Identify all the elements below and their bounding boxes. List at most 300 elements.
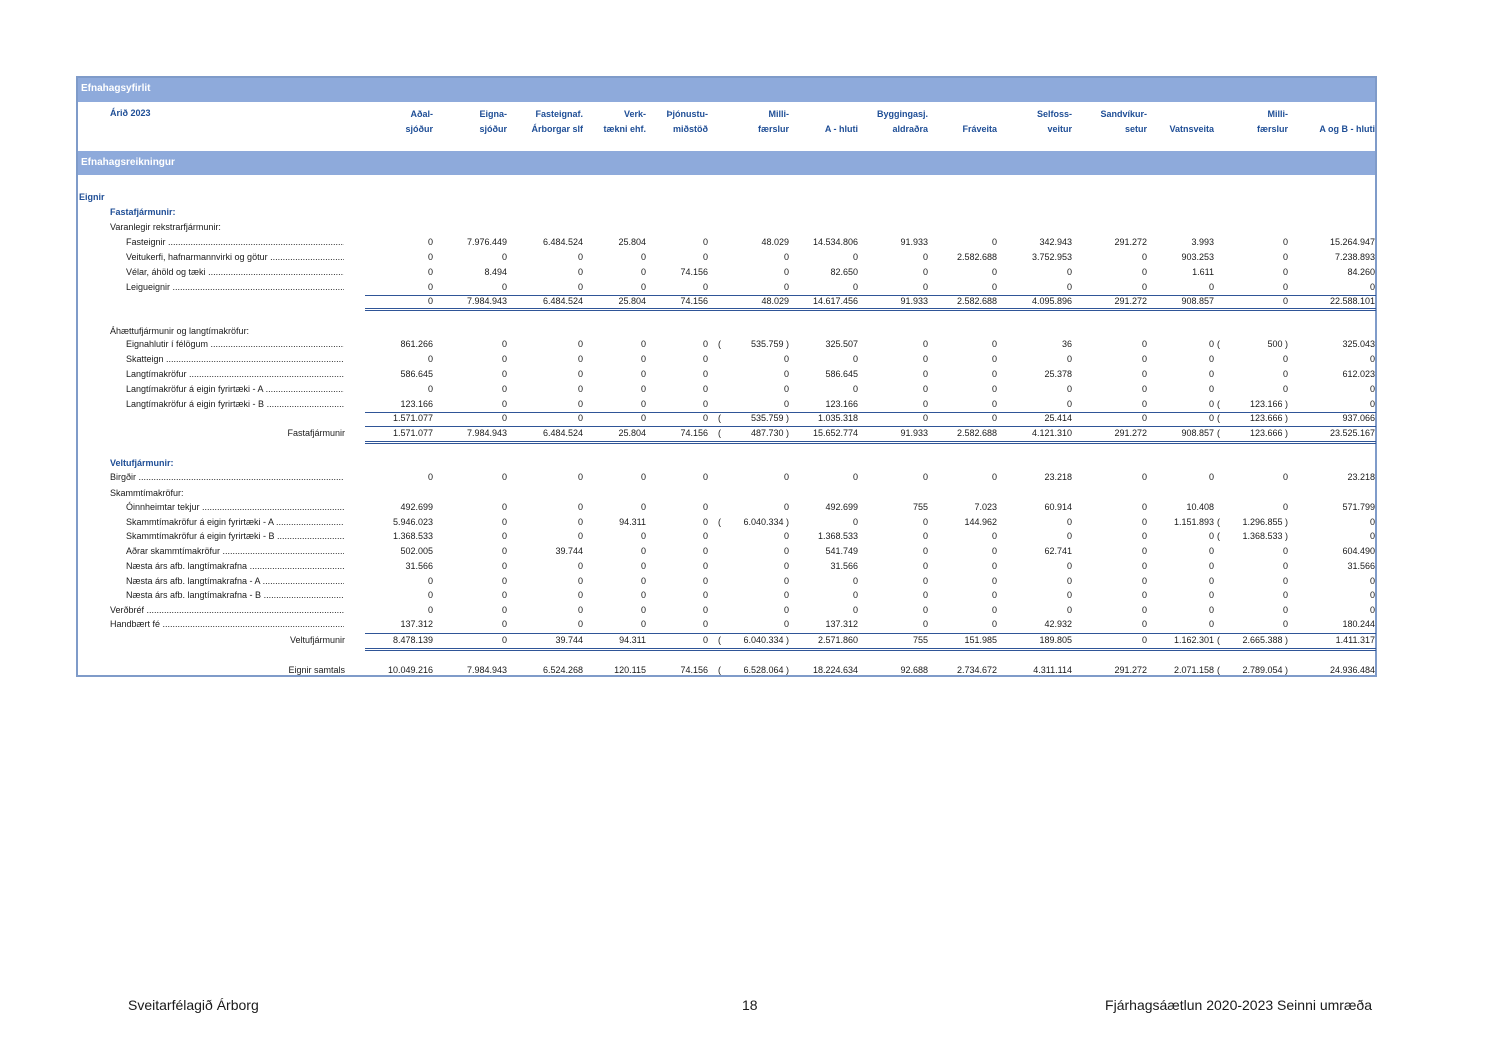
row-label: Eignahlutir í félögum .....	[126, 337, 344, 352]
column-header	[793, 107, 858, 137]
column-header	[858, 107, 928, 137]
cell-value: 0	[783, 531, 789, 541]
heading-row	[78, 486, 1379, 501]
cell-value: 861.266	[400, 339, 433, 349]
cell-value: 0	[1066, 517, 1072, 527]
cell-value: 0	[1282, 502, 1288, 512]
cell-value: 0	[783, 369, 789, 379]
cell-value: 6.528.064 )	[743, 665, 789, 675]
cell-value: 0	[1208, 384, 1214, 394]
heading-veltufjarmunir: Veltufjármunir:	[110, 458, 174, 468]
cell-value: 755	[912, 502, 928, 512]
row-label: Skammtímakröfur á eigin fyrirtæki - A .....	[126, 515, 344, 530]
table-row	[78, 367, 1379, 382]
cell-value: 0	[640, 502, 646, 512]
cell-value: 0	[922, 354, 928, 364]
cell-value: 14.534.806	[812, 237, 858, 247]
cell-value: 84.260	[1347, 267, 1375, 277]
column-header	[718, 107, 789, 137]
cell-value: 0	[577, 531, 583, 541]
column-header-line1: Selfoss-	[1036, 109, 1072, 119]
cell-value: 25.378	[1044, 369, 1072, 379]
column-header-line1: Aðal-	[410, 109, 433, 119]
cell-value: 0	[852, 384, 858, 394]
cell-value: 4.121.310	[1031, 428, 1072, 438]
cell-value: 0	[1141, 252, 1147, 262]
cell-value: 0	[1066, 399, 1072, 409]
cell-value: 0	[702, 413, 708, 423]
cell-value: 0	[783, 561, 789, 571]
cell-value: 0	[922, 517, 928, 527]
cell-value: 0	[1282, 354, 1288, 364]
negative-paren: (	[1217, 635, 1220, 645]
column-header-line1: Þjónustu-	[666, 109, 708, 119]
cell-value: 2.734.672	[956, 665, 997, 675]
cell-value: 0	[501, 413, 507, 423]
cell-value: 0	[1141, 354, 1147, 364]
column-header-line1: Milli-	[768, 109, 789, 119]
cell-value: 0	[501, 399, 507, 409]
cell-value: 0	[991, 619, 997, 629]
cell-value: 0	[922, 619, 928, 629]
cell-value: 0	[991, 399, 997, 409]
cell-value: 0	[1208, 576, 1214, 586]
cell-value: 0	[1282, 590, 1288, 600]
cell-value: 0	[1208, 282, 1214, 292]
cell-value: 0	[577, 619, 583, 629]
negative-paren: (	[1217, 428, 1220, 438]
cell-value: 31.566	[405, 561, 433, 571]
cell-value: 0	[1369, 605, 1375, 615]
cell-value: 500 )	[1267, 339, 1288, 349]
cell-value: 92.688	[900, 665, 928, 675]
row-label: Skatteign .....	[126, 352, 344, 367]
cell-value: 0	[1066, 354, 1072, 364]
heading-eignir: Eignir	[79, 192, 105, 202]
cell-value: 10.049.216	[387, 665, 433, 675]
column-header-line1: Byggingasj.	[876, 109, 928, 119]
cell-value: 10.408	[1186, 502, 1214, 512]
cell-value: 1.571.077	[392, 413, 433, 423]
cell-value: 492.699	[400, 502, 433, 512]
column-header-line1: Sandvíkur-	[1100, 109, 1147, 119]
cell-value: 535.759 )	[750, 339, 789, 349]
cell-value: 0	[1369, 354, 1375, 364]
cell-value: 0	[1066, 576, 1072, 586]
cell-value: 6.484.524	[542, 296, 583, 306]
subtotal-line	[365, 412, 1376, 413]
cell-value: 1.368.533	[392, 531, 433, 541]
table-row	[78, 470, 1379, 485]
cell-value: 0	[991, 267, 997, 277]
cell-value: 586.645	[825, 369, 858, 379]
cell-value: 0	[702, 635, 708, 645]
row-label: Fastafjármunir	[287, 428, 345, 438]
row-label: Næsta árs afb. langtímakrafna - A .....	[126, 574, 344, 589]
cell-value: 6.484.524	[542, 428, 583, 438]
cell-value: 0	[1208, 413, 1214, 423]
cell-value: 123.666 )	[1249, 428, 1288, 438]
cell-value: 0	[1282, 605, 1288, 615]
table-row	[78, 500, 1379, 515]
cell-value: 0	[1141, 472, 1147, 482]
cell-value: 0	[922, 561, 928, 571]
cell-value: 0	[577, 561, 583, 571]
cell-value: 0	[1141, 399, 1147, 409]
cell-value: 0	[640, 590, 646, 600]
cell-value: 2.582.688	[956, 296, 997, 306]
cell-value: 14.617.456	[812, 296, 858, 306]
cell-value: 0	[1369, 399, 1375, 409]
cell-value: 151.985	[964, 635, 997, 645]
row-label: Næsta árs afb. langtímakrafna - B .....	[126, 588, 344, 603]
cell-value: 0	[501, 282, 507, 292]
cell-value: 94.311	[619, 517, 646, 527]
cell-value: 0	[783, 590, 789, 600]
subtotal-line	[365, 295, 1376, 296]
cell-value: 0	[1141, 561, 1147, 571]
cell-value: 23.218	[1044, 472, 1072, 482]
cell-value: 0	[577, 369, 583, 379]
column-header-line1	[1303, 107, 1375, 122]
column-header-line1: Verk-	[623, 109, 646, 119]
cell-value: 0	[427, 267, 433, 277]
cell-value: 0	[852, 605, 858, 615]
cell-value: 7.984.943	[466, 428, 507, 438]
cell-value: 0	[640, 605, 646, 615]
cell-value: 487.730 )	[750, 428, 789, 438]
cell-value: 0	[852, 576, 858, 586]
cell-value: 1.368.533 )	[1242, 531, 1288, 541]
cell-value: 8.478.139	[392, 635, 433, 645]
cell-value: 0	[783, 546, 789, 556]
table-row	[78, 617, 1379, 632]
cell-value: 0	[922, 546, 928, 556]
cell-value: 586.645	[400, 369, 433, 379]
cell-value: 0	[852, 282, 858, 292]
total-row	[78, 411, 1379, 426]
footer-page-number: 18	[742, 997, 758, 1013]
cell-value: 0	[702, 531, 708, 541]
cell-value: 0	[702, 369, 708, 379]
cell-value: 2.582.688	[956, 428, 997, 438]
cell-value: 0	[1141, 339, 1147, 349]
cell-value: 0	[1282, 252, 1288, 262]
table-row	[78, 280, 1379, 295]
cell-value: 0	[922, 399, 928, 409]
table-row	[78, 265, 1379, 280]
cell-value: 7.984.943	[466, 296, 507, 306]
cell-value: 0	[702, 399, 708, 409]
cell-value: 0	[1282, 546, 1288, 556]
total-line	[365, 441, 1376, 444]
cell-value: 0	[1282, 576, 1288, 586]
footer-document-title: Fjárhagsáætlun 2020-2023 Seinni umræða	[1105, 997, 1372, 1013]
cell-value: 0	[427, 590, 433, 600]
cell-value: 0	[1208, 546, 1214, 556]
cell-value: 0	[1282, 561, 1288, 571]
table-row	[78, 574, 1379, 589]
cell-value: 6.040.334 )	[743, 635, 789, 645]
heading-skammtima: Skammtímakröfur:	[110, 488, 184, 498]
row-label: Aðrar skammtímakröfur .....	[126, 544, 344, 559]
cell-value: 0	[577, 267, 583, 277]
cell-value: 0	[922, 472, 928, 482]
cell-value: 0	[922, 282, 928, 292]
cell-value: 0	[922, 369, 928, 379]
cell-value: 0	[783, 619, 789, 629]
cell-value: 48.029	[761, 237, 789, 247]
cell-value: 502.005	[400, 546, 433, 556]
cell-value: 0	[577, 384, 583, 394]
cell-value: 0	[640, 384, 646, 394]
cell-value: 0	[501, 531, 507, 541]
cell-value: 0	[577, 354, 583, 364]
cell-value: 0	[702, 502, 708, 512]
table-row	[78, 397, 1379, 412]
cell-value: 0	[501, 590, 507, 600]
column-header-line2: setur	[1124, 124, 1147, 134]
cell-value: 0	[702, 590, 708, 600]
cell-value: 0	[501, 635, 507, 645]
table-row	[78, 588, 1379, 603]
cell-value: 0	[1208, 619, 1214, 629]
cell-value: 0	[1208, 561, 1214, 571]
heading-row	[78, 220, 1379, 235]
cell-value: 0	[640, 354, 646, 364]
cell-value: 0	[1141, 635, 1147, 645]
title-band: Efnahagsyfirlit	[78, 78, 1375, 102]
cell-value: 0	[501, 369, 507, 379]
subtotal-line	[365, 633, 1376, 634]
column-header	[1078, 107, 1147, 137]
cell-value: 0	[501, 339, 507, 349]
cell-value: 3.993	[1191, 237, 1214, 247]
cell-value: 0	[427, 237, 433, 247]
cell-value: 25.804	[618, 428, 646, 438]
cell-value: 0	[1282, 237, 1288, 247]
table-row	[78, 235, 1379, 250]
cell-value: 1.296.855 )	[1242, 517, 1288, 527]
cell-value: 8.494	[484, 267, 507, 277]
cell-value: 0	[783, 605, 789, 615]
column-header-line2: A og B - hluti	[1319, 124, 1375, 134]
column-header-line1	[928, 107, 997, 122]
cell-value: 0	[1282, 267, 1288, 277]
cell-value: 937.066	[1342, 413, 1375, 423]
cell-value: 4.311.114	[1033, 665, 1072, 675]
cell-value: 144.962	[964, 517, 997, 527]
cell-value: 0	[783, 384, 789, 394]
cell-value: 23.218	[1347, 472, 1375, 482]
cell-value: 74.156	[680, 296, 708, 306]
cell-value: 0	[1066, 282, 1072, 292]
cell-value: 0	[1141, 267, 1147, 277]
cell-value: 908.857	[1181, 428, 1214, 438]
cell-value: 325.507	[825, 339, 858, 349]
cell-value: 62.741	[1044, 546, 1072, 556]
cell-value: 0	[991, 546, 997, 556]
cell-value: 0	[427, 472, 433, 482]
cell-value: 0	[1282, 296, 1288, 306]
cell-value: 25.414	[1044, 413, 1072, 423]
cell-value: 0	[1141, 517, 1147, 527]
page-footer	[0, 997, 1500, 1017]
cell-value: 39.744	[555, 546, 583, 556]
heading-ahaettu: Áhættufjármunir og langtímakröfur:	[110, 326, 250, 336]
year-label: Árið 2023	[110, 108, 151, 118]
cell-value: 0	[1208, 399, 1214, 409]
cell-value: 0	[783, 282, 789, 292]
cell-value: 24.936.484	[1329, 665, 1375, 675]
column-header-line1: Milli-	[1267, 109, 1288, 119]
cell-value: 0	[922, 384, 928, 394]
negative-paren: (	[1217, 399, 1220, 409]
cell-value: 180.244	[1342, 619, 1375, 629]
cell-value: 0	[1141, 590, 1147, 600]
cell-value: 0	[991, 605, 997, 615]
cell-value: 0	[852, 472, 858, 482]
row-label: Langtímakröfur .....	[126, 367, 344, 382]
cell-value: 0	[640, 369, 646, 379]
negative-paren: (	[718, 428, 721, 438]
cell-value: 0	[1141, 619, 1147, 629]
column-header-line1: Fasteignaf.	[535, 109, 583, 119]
cell-value: 123.166	[400, 399, 433, 409]
column-header-line2: Fráveita	[962, 124, 997, 134]
cell-value: 0	[991, 354, 997, 364]
table-row	[78, 382, 1379, 397]
row-label: Veltufjármunir	[289, 635, 345, 645]
column-header-line2: færslur	[1256, 124, 1288, 134]
cell-value: 0	[702, 605, 708, 615]
cell-value: 0	[702, 619, 708, 629]
negative-paren: (	[1217, 339, 1220, 349]
column-header	[928, 107, 997, 137]
cell-value: 535.759 )	[750, 413, 789, 423]
cell-value: 0	[991, 413, 997, 423]
column-header-line2: Árborgar slf	[531, 124, 583, 134]
cell-value: 0	[991, 339, 997, 349]
cell-value: 0	[1141, 502, 1147, 512]
cell-value: 0	[640, 267, 646, 277]
cell-value: 7.984.943	[466, 665, 507, 675]
cell-value: 0	[1208, 531, 1214, 541]
cell-value: 120.115	[614, 665, 646, 675]
cell-value: 0	[783, 399, 789, 409]
row-label: Eignir samtals	[288, 665, 345, 675]
cell-value: 0	[501, 354, 507, 364]
cell-value: 0	[1141, 531, 1147, 541]
cell-value: 1.571.077	[392, 428, 433, 438]
cell-value: 4.095.896	[1031, 296, 1072, 306]
cell-value: 39.744	[555, 635, 583, 645]
cell-value: 0	[922, 531, 928, 541]
cell-value: 0	[577, 413, 583, 423]
cell-value: 0	[427, 384, 433, 394]
cell-value: 2.665.388 )	[1242, 635, 1288, 645]
column-header-line1: Eigna-	[479, 109, 507, 119]
cell-value: 0	[1066, 384, 1072, 394]
balance-sheet-table	[76, 76, 1377, 677]
column-header	[638, 107, 708, 137]
cell-value: 0	[1066, 605, 1072, 615]
cell-value: 0	[922, 590, 928, 600]
cell-value: 0	[783, 472, 789, 482]
cell-value: 903.253	[1181, 252, 1214, 262]
row-label: Verðbréf .....	[110, 603, 344, 618]
cell-value: 137.312	[825, 619, 858, 629]
cell-value: 22.588.101	[1329, 296, 1375, 306]
cell-value: 23.525.167	[1329, 428, 1375, 438]
cell-value: 0	[640, 282, 646, 292]
cell-value: 0	[427, 354, 433, 364]
cell-value: 0	[1369, 531, 1375, 541]
cell-value: 0	[501, 619, 507, 629]
column-header-line2: miðstöð	[673, 124, 708, 134]
cell-value: 74.156	[680, 428, 708, 438]
cell-value: 291.272	[1114, 665, 1147, 675]
cell-value: 0	[1141, 369, 1147, 379]
cell-value: 0	[1208, 339, 1214, 349]
cell-value: 0	[702, 472, 708, 482]
row-label: Handbært fé .....	[110, 617, 344, 632]
negative-paren: (	[718, 665, 721, 675]
cell-value: 2.789.054 )	[1242, 665, 1288, 675]
cell-value: 0	[991, 531, 997, 541]
cell-value: 0	[1208, 369, 1214, 379]
heading-fastafjarmunir: Fastafjármunir:	[110, 207, 176, 217]
cell-value: 0	[1066, 561, 1072, 571]
cell-value: 0	[640, 252, 646, 262]
negative-paren: (	[718, 413, 721, 423]
cell-value: 0	[783, 267, 789, 277]
cell-value: 0	[1141, 576, 1147, 586]
negative-paren: (	[1217, 413, 1220, 423]
column-header-line2: tækni ehf.	[603, 124, 646, 134]
column-header	[443, 107, 507, 137]
cell-value: 0	[577, 282, 583, 292]
cell-value: 0	[1208, 354, 1214, 364]
cell-value: 0	[1141, 282, 1147, 292]
cell-value: 7.976.449	[466, 237, 507, 247]
row-label: Veitukerfi, hafnarmannvirki og götur .....	[126, 250, 344, 265]
table-row	[78, 529, 1379, 544]
cell-value: 0	[1282, 369, 1288, 379]
cell-value: 1.151.893	[1173, 517, 1214, 527]
cell-value: 0	[501, 384, 507, 394]
negative-paren: (	[718, 339, 721, 349]
table-row	[78, 559, 1379, 574]
row-label: Óinnheimtar tekjur .....	[126, 500, 344, 515]
cell-value: 0	[702, 576, 708, 586]
cell-value: 0	[1369, 384, 1375, 394]
cell-value: 137.312	[400, 619, 433, 629]
column-header-line2: veitur	[1047, 124, 1072, 134]
cell-value: 908.857	[1181, 296, 1214, 306]
table-row	[78, 515, 1379, 530]
subtotal-line	[365, 426, 1376, 427]
cell-value: 755	[912, 635, 928, 645]
cell-value: 6.484.524	[542, 237, 583, 247]
column-header	[583, 107, 646, 137]
cell-value: 15.264.947	[1329, 237, 1375, 247]
column-header	[1303, 107, 1375, 137]
cell-value: 91.933	[900, 428, 928, 438]
column-header-line2: sjóður	[405, 124, 433, 134]
cell-value: 0	[702, 546, 708, 556]
cell-value: 0	[991, 237, 997, 247]
